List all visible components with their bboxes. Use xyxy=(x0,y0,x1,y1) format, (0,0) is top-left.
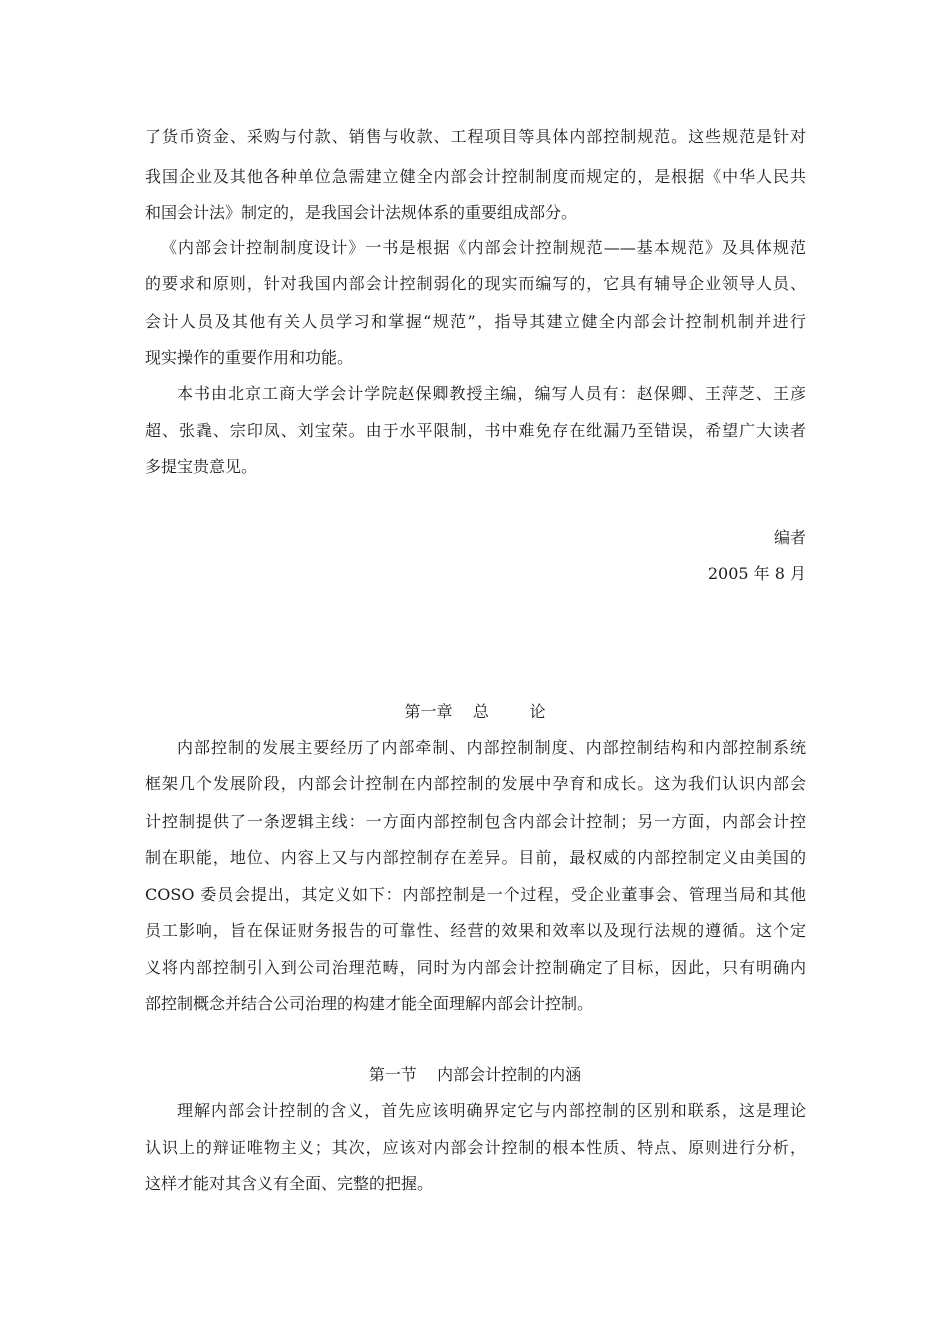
chapter-title: 第一章 总 论 xyxy=(404,702,546,721)
preface-p1-line-2: 我国企业及其他各种单位急需建立健全内部会计控制制度而规定的，是根据《中华人民共 xyxy=(145,167,806,186)
section-p1-line-1: 理解内部会计控制的含义，首先应该明确界定它与内部控制的区别和联系，这是理论 xyxy=(177,1101,806,1120)
chapter-p1-line-8: 部控制概念并结合公司治理的构建才能全面理解内部会计控制。 xyxy=(145,994,594,1013)
preface-p2-line-4: 现实操作的重要作用和功能。 xyxy=(145,348,354,367)
chapter-p1-line-5: COSO 委员会提出，其定义如下：内部控制是一个过程，受企业董事会、管理当局和其他 xyxy=(145,885,806,904)
section-p1-line-3: 这样才能对其含义有全面、完整的把握。 xyxy=(145,1174,434,1193)
preface-p1-line-3: 和国会计法》制定的，是我国会计法规体系的重要组成部分。 xyxy=(145,203,578,222)
chapter-p1-line-6: 员工影响，旨在保证财务报告的可靠性、经营的效果和效率以及现行法规的遵循。这个定 xyxy=(145,921,806,940)
chapter-p1-line-1: 内部控制的发展主要经历了内部牵制、内部控制制度、内部控制结构和内部控制系统 xyxy=(177,738,806,757)
preface-date: 2005 年 8 月 xyxy=(707,564,806,583)
chapter-p1-line-4: 制在职能，地位、内容上又与内部控制存在差异。目前，最权威的内部控制定义由美国的 xyxy=(145,848,806,867)
preface-p2-line-1: 《内部会计控制制度设计》一书是根据《内部会计控制规范——基本规范》及具体规范 xyxy=(161,238,806,257)
preface-p2-line-3: 会计人员及其他有关人员学习和掌握“规范”，指导其建立健全内部会计控制机制并进行 xyxy=(145,312,806,331)
preface-p1-line-1: 了货币资金、采购与付款、销售与收款、工程项目等具体内部控制规范。这些规范是针对 xyxy=(145,127,806,146)
section-title: 第一节 内部会计控制的内涵 xyxy=(368,1065,582,1084)
section-p1-line-2: 认识上的辩证唯物主义；其次，应该对内部会计控制的根本性质、特点、原则进行分析， xyxy=(145,1138,806,1157)
chapter-p1-line-2: 框架几个发展阶段，内部会计控制在内部控制的发展中孕育和成长。这为我们认识内部会 xyxy=(145,774,806,793)
chapter-p1-line-3: 计控制提供了一条逻辑主线：一方面内部控制包含内部会计控制；另一方面，内部会计控 xyxy=(145,812,806,831)
preface-p3-line-1: 本书由北京工商大学会计学院赵保卿教授主编，编写人员有：赵保卿、王萍芝、王彦 xyxy=(177,384,806,403)
preface-p2-line-2: 的要求和原则，针对我国内部会计控制弱化的现实而编写的，它具有辅导企业领导人员、 xyxy=(145,274,806,293)
chapter-p1-line-7: 义将内部控制引入到公司治理范畴，同时为内部会计控制确定了目标，因此，只有明确内 xyxy=(145,958,806,977)
preface-signature: 编者 xyxy=(773,528,806,547)
preface-p3-line-3: 多提宝贵意见。 xyxy=(145,457,258,476)
preface-p3-line-2: 超、张毳、宗印凤、刘宝荣。由于水平限制，书中难免存在纰漏乃至错误，希望广大读者 xyxy=(145,421,806,440)
